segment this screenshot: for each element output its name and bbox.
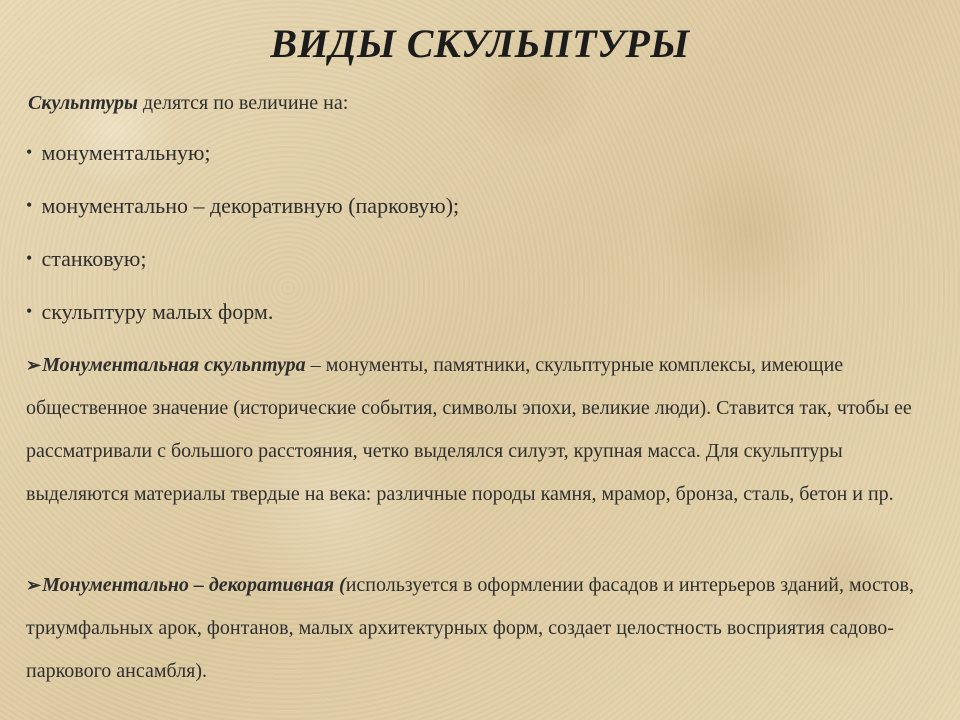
list-item-text: скульптуру малых форм. [41, 299, 274, 324]
list-item-text: монументально – декоративную (парковую); [41, 193, 460, 218]
intro-line [28, 92, 348, 115]
intro-text: делятся по величине на: [137, 92, 349, 114]
paragraph-term: Монументальная скульптура [42, 354, 306, 376]
list-item [26, 140, 459, 193]
bullet-icon: • [26, 195, 33, 215]
bullet-icon: • [26, 142, 33, 162]
list-item-text: станковую; [41, 246, 147, 271]
paragraph-text: – монументы, памятники, скульптурные комплексы, имеющие общественное значение (исторические события, символы эпохи, великие люди). Ставится так, чтобы ее рассматривали с большого расстояния, четко выделялся силуэт, крупная масса. Для скульптуры выделяются материалы твердые на века: различные породы камня, мрамор, бронза, сталь, бетон и пр. [26, 354, 912, 505]
paragraph-decorative [26, 564, 941, 693]
slide-title: ВИДЫ СКУЛЬПТУРЫ [270, 21, 690, 66]
arrow-bullet-icon: ➢ [26, 575, 42, 595]
list-item [26, 246, 459, 299]
size-types-list [26, 140, 459, 352]
paragraph-text: используется в оформлении фасадов и интерьеров зданий, мостов, триумфальных арок, фонтанов, малых архитектурных форм, создает целостность восприятия садово-паркового ансамбля). [26, 574, 914, 682]
intro-term: Скульптуры [28, 92, 138, 114]
arrow-bullet-icon: ➢ [26, 355, 42, 375]
list-item-text: монументальную; [41, 140, 211, 165]
list-item [26, 193, 459, 246]
bullet-icon: • [26, 301, 33, 321]
bullet-icon: • [26, 248, 33, 268]
paragraph-term: Монументально – декоративная ( [42, 574, 346, 596]
paragraph-monumental [26, 344, 941, 516]
